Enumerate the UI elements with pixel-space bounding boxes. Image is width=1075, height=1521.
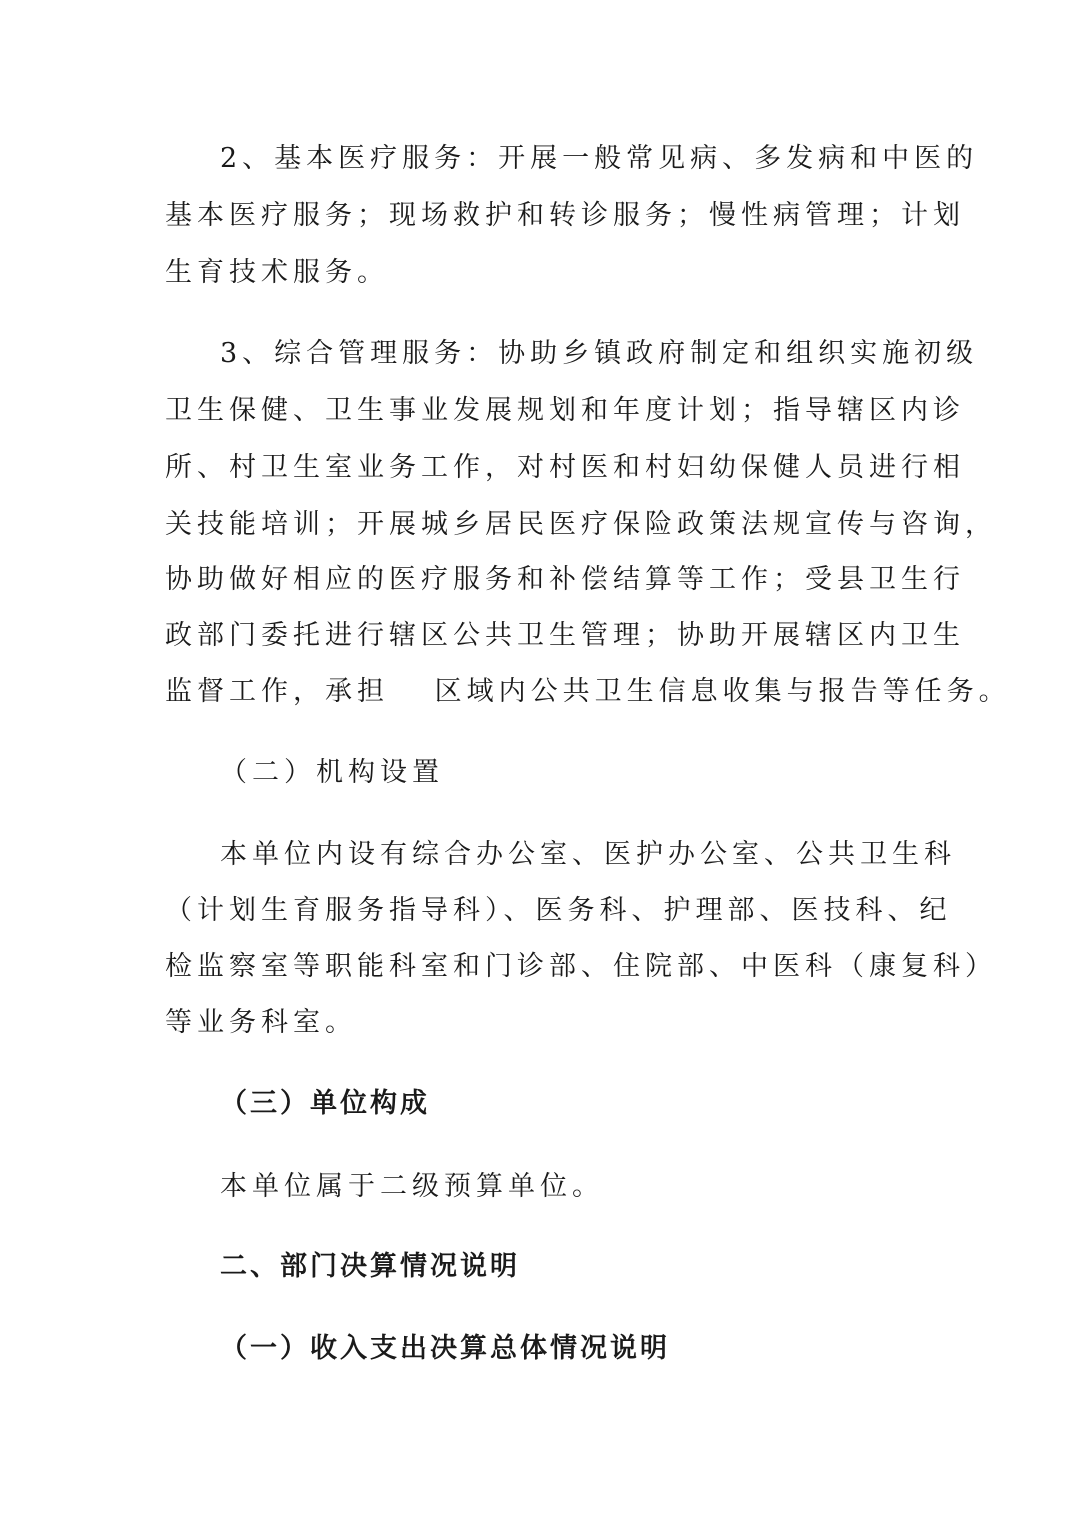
heading-unit-composition: （三）单位构成	[220, 1088, 430, 1119]
heading-income-expense: （一）收入支出决算总体情况说明	[220, 1333, 670, 1364]
comprehensive-line-5: 协助做好相应的医疗服务和补偿结算等工作；受县卫生行	[165, 564, 965, 595]
org-setup-line-2: （计划生育服务指导科）、医务科、护理部、医技科、纪	[165, 895, 952, 926]
comprehensive-line-2: 卫生保健、卫生事业发展规划和年度计划；指导辖区内诊	[165, 395, 965, 426]
heading-part-two: 二、部门决算情况说明	[220, 1251, 520, 1282]
comprehensive-line-7: 监督工作，承担 区域内公共卫生信息收集与报告等任务。	[165, 676, 1011, 707]
comprehensive-line-1: 3、综合管理服务：协助乡镇政府制定和组织实施初级	[220, 338, 979, 369]
comprehensive-line-3: 所、村卫生室业务工作，对村医和村妇幼保健人员进行相	[165, 452, 965, 483]
basic-medical-line-3: 生育技术服务。	[165, 257, 389, 288]
comprehensive-line-6: 政部门委托进行辖区公共卫生管理；协助开展辖区内卫生	[165, 620, 965, 651]
basic-medical-line-1: 2、基本医疗服务：开展一般常见病、多发病和中医的	[220, 143, 979, 174]
basic-medical-line-2: 基本医疗服务；现场救护和转诊服务；慢性病管理；计划	[165, 200, 965, 231]
org-setup-line-4: 等业务科室。	[165, 1007, 357, 1038]
comprehensive-line-4: 关技能培训；开展城乡居民医疗保险政策法规宣传与咨询，	[165, 509, 997, 540]
org-setup-line-1: 本单位内设有综合办公室、医护办公室、公共卫生科	[220, 839, 956, 870]
org-setup-line-3: 检监察室等职能科室和门诊部、住院部、中医科（康复科）	[165, 951, 997, 982]
heading-org-setup: （二）机构设置	[220, 757, 444, 788]
unit-composition-text: 本单位属于二级预算单位。	[220, 1171, 604, 1202]
